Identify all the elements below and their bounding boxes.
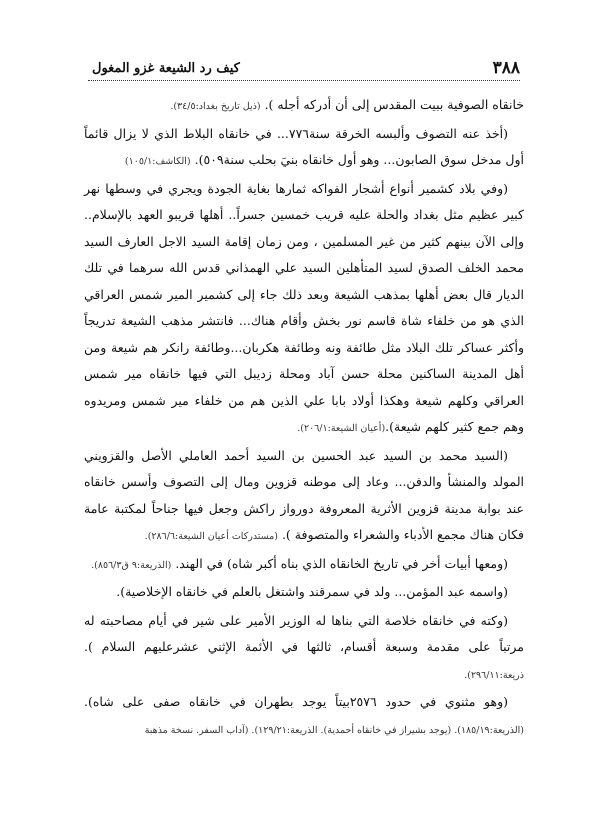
- body-text: [84, 92, 524, 744]
- running-title: كيف رد الشيعة غزو المغول: [92, 61, 240, 76]
- paragraph-text: (وكته في خانقاه خلاصة التي بناها له الوزير الأمير على شير في أيام مصاحبته له مرتباً على مقدمة وسبعة أقسام، ثالثها في الأئمة الإثني عشرعليهم السلام ).: [84, 612, 524, 654]
- citation: (مستدركات أعيان الشيعة:٢٨٦/٦).: [144, 531, 278, 542]
- paragraph: [84, 176, 524, 443]
- citation: (ذيل تاريخ بغداد:٣٤/٥).: [170, 101, 261, 112]
- paragraph-text: (واسمه عبد المؤمن... ولد في سمرقند واشتغل بالعلم في خانقاه الإخلاصية).: [116, 584, 508, 599]
- citation: (الذريعة:١٨٥/١٩). (يوجد بشيراز في خانقاه أحمدية). الذريعة:١٢٩/٢١). (آداب السفر. نسخة مذهبة: [144, 724, 524, 736]
- paragraph: [84, 443, 524, 551]
- paragraph: [84, 121, 524, 176]
- paragraph-text: (السيد محمد بن السيد عبد الحسين بن السيد أحمد العاملي الأصل والقزويني المولد والمنشأ والدفن... وعاد إلى موطنه قزوين ومال إلى التصوف وأسس خانقاه عند بوابة مدينة قزوين الأثرية المعروفة دورواز راكش وجعل فيها جناحاً لمكتبة عامة فكان هناك مجمع الأدباء والشعراء والمتصوفة ).: [84, 447, 524, 542]
- paragraph: [84, 689, 524, 744]
- citation: (الكاشف:١٠٥/١): [124, 156, 191, 167]
- citation: ذريعة:٢٩٦/١١).: [464, 669, 524, 681]
- paragraph: [84, 608, 524, 690]
- paragraph: [84, 579, 524, 608]
- paragraph: [84, 92, 524, 121]
- page-header: [88, 60, 520, 81]
- citation: (أعيان الشيعة:٢٠٦/١).: [297, 423, 386, 434]
- paragraph-text: (وهو مثنوي في حدود ٢٥٧٦بيتاً يوجد بطهران في خانقاه صفى على شاه).: [84, 694, 509, 709]
- citation: (الذريعة:٩ ق٨٥٦/٣).: [91, 559, 172, 571]
- paragraph-text: (وفي بلاد كشمير أنواع أشجار الفواكه ثمارها بغاية الجودة ويجري في وسطها نهر كبير عظيم مثل بغداد والحلة عليه قريب خمسين جسراً.. أهلها قريبو العهد بالإسلام.. وإلى الآن بينهم كثير من غير المسلمين ، ومن زمان إقامة السيد الاجل العارف السيد محمد الخلف الصدق لسيد المتأهلين السيد علي الهمذاني قدس الله سرهما في تلك الديار قال بعض أهلها بمذهب الشيعة وبعد ذلك جاء إلى كشمير المير شمس العراقي الذي هو من خلفاء شاة قاسم نور بخش وأقام هناك... فانتشر مذهب الشيعة تدريجاً وأكثر عساكر تلك البلاد مثل طائفة ونه وطائفة هكربان...وطائفة رانكر هم شيعة ومن أهل المدينة الساكنين محلة حسن آباد ومحلة زديبل التي فيها خانقاه مير شمس العراقي وكلهم شيعة وهكذا أولاد بابا علي الذين هم من خلفاء مير شمس ومريدوه وهم جمع كثير كلهم شيعة).: [84, 180, 524, 434]
- paragraph: [84, 551, 524, 580]
- page-number: ٣٨٨: [492, 58, 520, 78]
- paragraph-text: (أخذ عنه التصوف وألبسه الخرقة سنة٧٧٦... في خانقاه البلاط الذي لا يزال قائماً أول مدخل سوق الصابون... وهو أول خانقاه بنيَ بحلب سنة٥٠٩).: [84, 125, 524, 167]
- paragraph-text: خانقاه الصوفية ببيت المقدس إلى أن أدركه أجله ).: [264, 97, 524, 112]
- paragraph-text: (ومعها أبيات أخر في تاريخ الخانقاه الذي بناه أكبر شاه) في الهند.: [175, 555, 508, 571]
